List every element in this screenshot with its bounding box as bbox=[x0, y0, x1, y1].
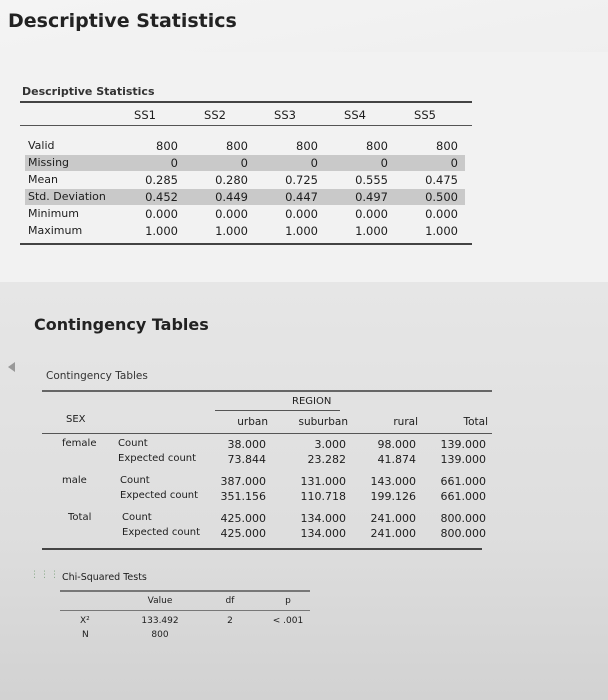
row-label: X² bbox=[80, 616, 90, 626]
table-cell: 800 bbox=[296, 139, 318, 153]
table-cell: 0.452 bbox=[145, 190, 178, 204]
table-cell: 110.718 bbox=[300, 490, 346, 503]
sex-header: SEX bbox=[66, 414, 86, 425]
table-cell: 387.000 bbox=[220, 475, 266, 488]
ct-bottom-rule bbox=[42, 548, 482, 550]
measure-label: Expected count bbox=[120, 490, 199, 501]
table-cell: < .001 bbox=[272, 616, 304, 626]
table-cell: 23.282 bbox=[307, 453, 346, 466]
descriptives-table-title: Descriptive Statistics bbox=[22, 85, 155, 98]
table-cell: 1.000 bbox=[145, 224, 178, 238]
table-cell: 0.280 bbox=[215, 173, 248, 187]
table-cell: 800 bbox=[436, 139, 458, 153]
table-cell: 133.492 bbox=[141, 616, 179, 626]
measure-label: Count bbox=[118, 438, 148, 449]
table-bottom-rule bbox=[20, 243, 472, 245]
column-header-total: Total bbox=[463, 416, 488, 428]
table-cell: 1.000 bbox=[425, 224, 458, 238]
table-cell: 0.447 bbox=[285, 190, 318, 204]
group-label-male: male bbox=[62, 475, 87, 486]
table-cell: 0.497 bbox=[355, 190, 388, 204]
table-cell: 0 bbox=[170, 156, 178, 170]
table-cell: 800.000 bbox=[440, 527, 486, 540]
contingency-table-title: Contingency Tables bbox=[46, 370, 148, 382]
table-cell: 1.000 bbox=[285, 224, 318, 238]
collapse-arrow-icon[interactable] bbox=[8, 362, 15, 372]
table-cell: 1.000 bbox=[215, 224, 248, 238]
row-label-mean: Mean bbox=[28, 173, 58, 186]
table-cell: 0.475 bbox=[425, 173, 458, 187]
table-cell: 73.844 bbox=[227, 453, 266, 466]
table-cell: 199.126 bbox=[370, 490, 416, 503]
table-cell: 3.000 bbox=[314, 438, 346, 451]
column-header-rural: rural bbox=[393, 416, 418, 428]
table-cell: 1.000 bbox=[355, 224, 388, 238]
measure-label: Count bbox=[120, 475, 150, 486]
ct-header-rule bbox=[42, 433, 492, 434]
table-cell: 0 bbox=[450, 156, 458, 170]
table-cell: 425.000 bbox=[220, 527, 266, 540]
column-header-suburban: suburban bbox=[298, 416, 348, 428]
column-header-value: Value bbox=[147, 596, 173, 606]
column-header-ss3: SS3 bbox=[274, 108, 296, 122]
table-cell: 0 bbox=[380, 156, 388, 170]
column-header-ss2: SS2 bbox=[204, 108, 226, 122]
column-header-ss1: SS1 bbox=[134, 108, 156, 122]
table-cell: 139.000 bbox=[440, 438, 486, 451]
table-cell: 0.500 bbox=[425, 190, 458, 204]
table-cell: 0.285 bbox=[145, 173, 178, 187]
row-label-minimum: Minimum bbox=[28, 207, 79, 220]
table-cell: 0.000 bbox=[425, 207, 458, 221]
row-label: N bbox=[82, 630, 89, 640]
measure-label: Expected count bbox=[122, 527, 201, 538]
table-top-rule bbox=[20, 101, 472, 103]
table-cell: 134.000 bbox=[300, 512, 346, 525]
chi-top-rule bbox=[60, 590, 310, 592]
table-cell: 0.000 bbox=[355, 207, 388, 221]
table-cell: 98.000 bbox=[377, 438, 416, 451]
measure-label: Count bbox=[122, 512, 152, 523]
table-cell: 351.156 bbox=[220, 490, 266, 503]
region-header: REGION bbox=[292, 396, 332, 407]
table-cell: 143.000 bbox=[370, 475, 416, 488]
column-header-ss5: SS5 bbox=[414, 108, 436, 122]
table-cell: 241.000 bbox=[370, 512, 416, 525]
table-cell: 139.000 bbox=[440, 453, 486, 466]
table-cell: 0.725 bbox=[285, 173, 318, 187]
table-cell: 661.000 bbox=[440, 475, 486, 488]
table-cell: 2 bbox=[227, 616, 233, 626]
table-cell: 41.874 bbox=[377, 453, 416, 466]
region-rule bbox=[215, 410, 340, 411]
table-cell: 0 bbox=[240, 156, 248, 170]
ct-top-rule bbox=[42, 390, 492, 392]
row-label-valid: Valid bbox=[28, 139, 55, 152]
row-label-maximum: Maximum bbox=[28, 224, 83, 237]
group-label-female: female bbox=[62, 438, 97, 449]
table-cell: 38.000 bbox=[227, 438, 266, 451]
table-cell: 800 bbox=[151, 630, 169, 640]
contingency-heading: Contingency Tables bbox=[34, 315, 209, 334]
table-cell: 800 bbox=[226, 139, 248, 153]
table-cell: 425.000 bbox=[220, 512, 266, 525]
table-cell: 0.449 bbox=[215, 190, 248, 204]
row-label-std-deviation: Std. Deviation bbox=[28, 190, 106, 203]
table-cell: 0.000 bbox=[145, 207, 178, 221]
table-cell: 661.000 bbox=[440, 490, 486, 503]
table-cell: 0.000 bbox=[285, 207, 318, 221]
table-cell: 0 bbox=[310, 156, 318, 170]
row-label-missing: Missing bbox=[28, 156, 70, 169]
drag-handle-icon[interactable]: ⋮⋮⋮ bbox=[30, 570, 60, 580]
group-label-total: Total bbox=[68, 512, 92, 523]
measure-label: Expected count bbox=[118, 453, 197, 464]
page-title: Descriptive Statistics bbox=[8, 10, 237, 32]
column-header-p: p bbox=[285, 596, 291, 606]
table-cell: 131.000 bbox=[300, 475, 346, 488]
table-cell: 0.555 bbox=[355, 173, 388, 187]
column-header-df: df bbox=[225, 596, 235, 606]
table-cell: 0.000 bbox=[215, 207, 248, 221]
table-cell: 134.000 bbox=[300, 527, 346, 540]
header-rule bbox=[20, 125, 472, 126]
table-cell: 800.000 bbox=[440, 512, 486, 525]
chi-header-rule bbox=[60, 610, 310, 611]
table-cell: 241.000 bbox=[370, 527, 416, 540]
column-header-urban: urban bbox=[237, 416, 268, 428]
chi-table-title: Chi-Squared Tests bbox=[62, 572, 147, 583]
column-header-ss4: SS4 bbox=[344, 108, 366, 122]
table-cell: 800 bbox=[366, 139, 388, 153]
table-cell: 800 bbox=[156, 139, 178, 153]
